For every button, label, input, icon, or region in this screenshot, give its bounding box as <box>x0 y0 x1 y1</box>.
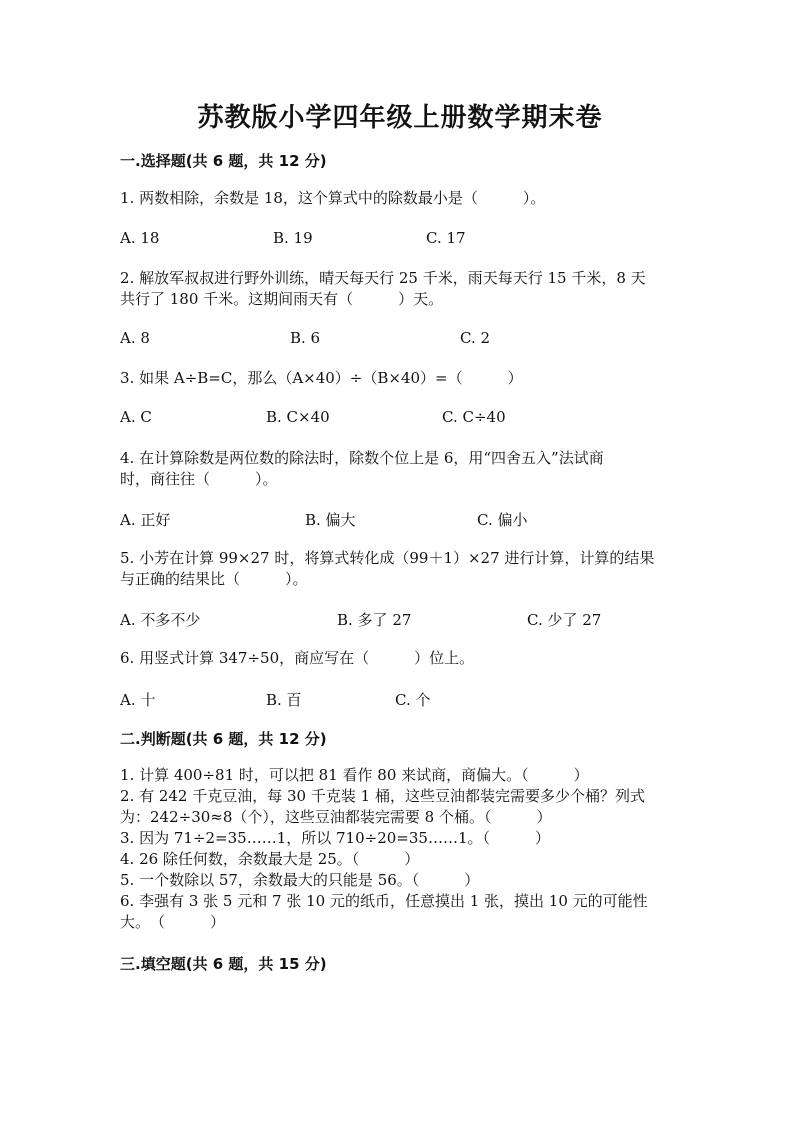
question-1-option-a: A. 18 <box>120 229 160 247</box>
question-1-text: 1. 两数相除，余数是 18，这个算式中的除数最小是（ ）。 <box>120 189 546 207</box>
section-heading-choice: 一.选择题(共 6 题，共 12 分) <box>120 152 327 170</box>
judge-line-2: 2. 有 242 千克豆油，每 30 千克装 1 桶，这些豆油都装完需要多少个桶？列式 <box>120 787 645 805</box>
question-5-option-b: B. 多了 27 <box>337 611 412 629</box>
question-2-text-line-2: 共行了 180 千米。这期间雨天有（ ）天。 <box>120 290 444 308</box>
question-6-option-b: B. 百 <box>266 691 302 709</box>
section-heading-judge: 二.判断题(共 6 题，共 12 分) <box>120 730 327 748</box>
judge-line-5: 4. 26 除任何数，余数最大是 25。（ ） <box>120 850 420 868</box>
question-2-option-b: B. 6 <box>290 329 321 347</box>
question-3-text: 3. 如果 A÷B=C，那么（A×40）÷（B×40）=（ ） <box>120 369 523 387</box>
question-2-option-c: C. 2 <box>460 329 491 347</box>
question-6-text: 6. 用竖式计算 347÷50，商应写在（ ）位上。 <box>120 649 475 667</box>
question-4-option-b: B. 偏大 <box>305 511 356 529</box>
judge-line-1: 1. 计算 400÷81 时，可以把 81 看作 80 来试商，商偏大。（ ） <box>120 766 589 784</box>
question-5-option-c: C. 少了 27 <box>527 611 602 629</box>
question-1-option-b: B. 19 <box>273 229 313 247</box>
judge-line-3: 为：242÷30≈8（个），这些豆油都装完需要 8 个桶。（ ） <box>120 808 552 826</box>
question-4-option-c: C. 偏小 <box>477 511 528 529</box>
question-5-text-line-1: 5. 小芳在计算 99×27 时，将算式转化成（99＋1）×27 进行计算，计算的结果 <box>120 549 655 567</box>
question-5-option-a: A. 不多不少 <box>120 611 201 629</box>
question-3-option-b: B. C×40 <box>266 408 330 426</box>
judge-line-6: 5. 一个数除以 57，余数最大的只能是 56。（ ） <box>120 871 480 889</box>
section-heading-fill: 三.填空题(共 6 题，共 15 分) <box>120 955 327 973</box>
judge-line-7: 6. 李强有 3 张 5 元和 7 张 10 元的纸币，任意摸出 1 张，摸出 10 元的可能性 <box>120 892 648 910</box>
page-title: 苏教版小学四年级上册数学期末卷 <box>197 103 603 133</box>
judge-line-8: 大。 （ ） <box>120 913 226 931</box>
question-1-option-c: C. 17 <box>426 229 466 247</box>
question-6-option-c: C. 个 <box>395 691 431 709</box>
question-3-option-a: A. C <box>120 408 152 426</box>
question-5-text-line-2: 与正确的结果比（ ）。 <box>120 570 308 588</box>
question-2-option-a: A. 8 <box>120 329 150 347</box>
question-3-option-c: C. C÷40 <box>442 408 506 426</box>
question-2-text-line-1: 2. 解放军叔叔进行野外训练，晴天每天行 25 千米，雨天每天行 15 千米，8 天 <box>120 269 646 287</box>
question-4-text-line-1: 4. 在计算除数是两位数的除法时，除数个位上是 6，用“四舍五入”法试商 <box>120 449 604 467</box>
question-4-text-line-2: 时，商往往（ ）。 <box>120 470 278 488</box>
question-6-option-a: A. 十 <box>120 691 156 709</box>
question-4-option-a: A. 正好 <box>120 511 171 529</box>
judge-line-4: 3. 因为 71÷2=35……1，所以 710÷20=35……1。（ ） <box>120 829 550 847</box>
